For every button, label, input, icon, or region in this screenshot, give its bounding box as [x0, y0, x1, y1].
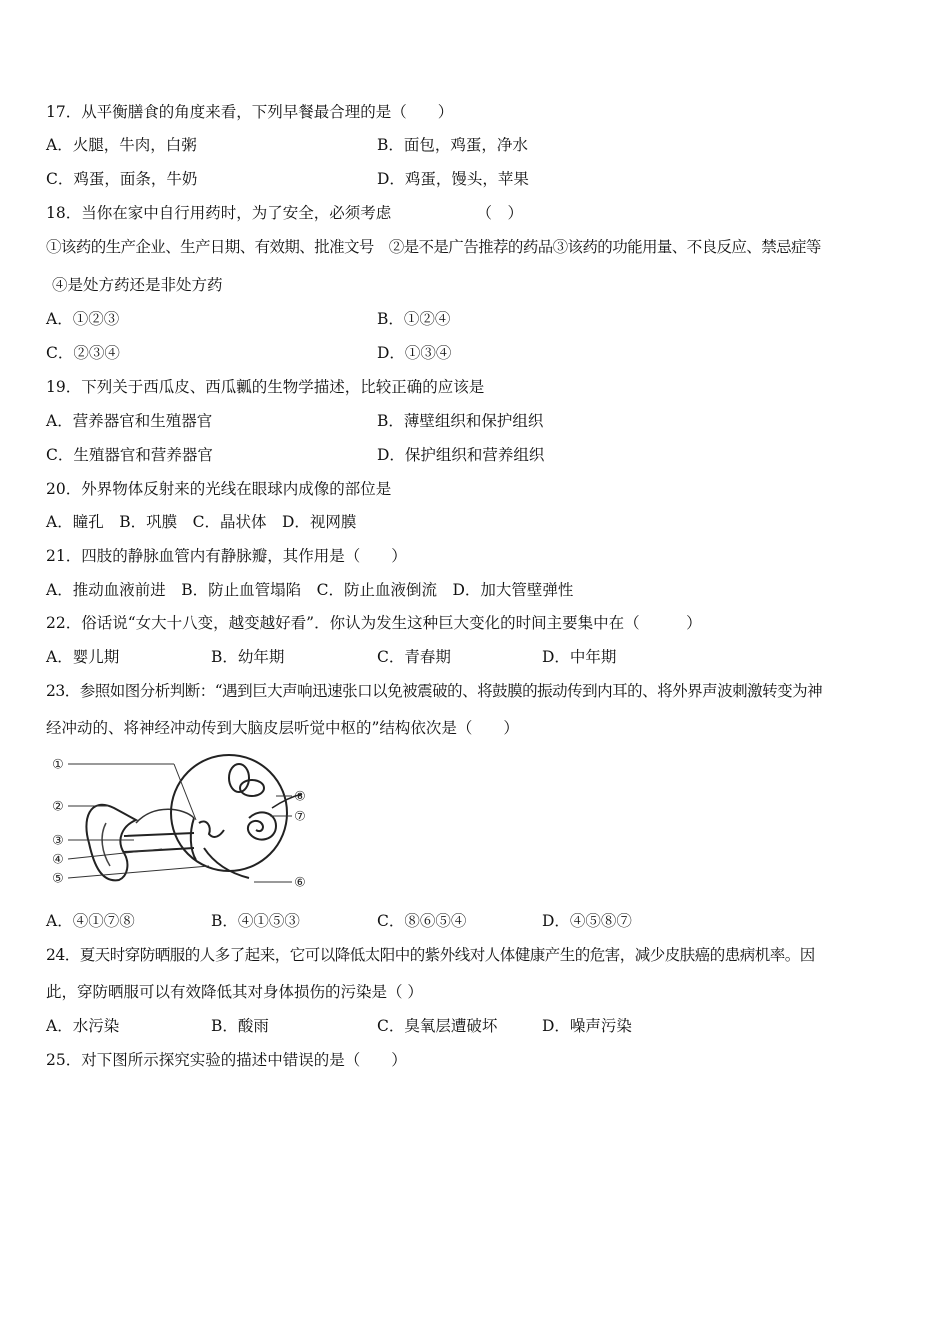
q17-option-a: A．火腿，牛肉，白粥: [46, 136, 197, 154]
svg-text:⑥: ⑥: [294, 875, 306, 891]
label-7: [294, 810, 306, 825]
q20-stem: 20．外界物体反射来的光线在眼球内成像的部位是: [46, 480, 392, 498]
q18-option-c: C．②③④: [46, 344, 120, 362]
svg-text:⑤: ⑤: [52, 871, 64, 887]
label-4: [52, 853, 64, 868]
q22-option-a: A．婴儿期: [46, 648, 120, 666]
svg-text:⑧: ⑧: [294, 789, 306, 805]
auricle-shape: [86, 805, 136, 881]
q24-stem: 24．夏天时穿防晒服的人多了起来，它可以降低太阳中的紫外线对人体健康产生的危害，减少皮肤癌的患病机率。因: [46, 946, 815, 964]
q19-option-d: D．保护组织和营养组织: [377, 446, 545, 464]
q24-stem-2: 此，穿防晒服可以有效降低其对身体损伤的污染是（ ）: [46, 983, 423, 1001]
q21-options: A．推动血液前进 B．防止血管塌陷 C．防止血液倒流 D．加大管壁弹性: [46, 581, 574, 599]
label-1: [52, 758, 64, 773]
ear-structure-diagram: [44, 748, 324, 898]
label-2: [52, 800, 64, 815]
q23-option-a: A．④①⑦⑧: [46, 912, 135, 930]
q19-option-a: A．营养器官和生殖器官: [46, 412, 213, 430]
q17-option-c: C．鸡蛋，面条，牛奶: [46, 170, 198, 188]
label-5: [52, 872, 64, 887]
q24-option-c: C．臭氧层遭破坏: [377, 1017, 498, 1035]
svg-text:①: ①: [52, 757, 64, 773]
q23-option-c: C．⑧⑥⑤④: [377, 912, 467, 930]
label-6: [294, 876, 306, 891]
q18-conditions-line: ①该药的生产企业、生产日期、有效期、批准文号 ②是不是广告推荐的药品③该药的功能用量、不良反应、禁忌症等: [46, 238, 821, 256]
q23-stem: 23．参照如图分析判断：“遇到巨大声响迅速张口以免被震破的、将鼓膜的振动传到内耳的、将外界声波刺激转变为神: [46, 682, 823, 700]
q22-stem: 22．俗话说“女大十八变，越变越好看”．你认为发生这种巨大变化的时间主要集中在（ ）: [46, 614, 702, 632]
q19-stem: 19．下列关于西瓜皮、西瓜瓤的生物学描述，比较正确的应该是: [46, 378, 485, 396]
q18-option-a: A．①②③: [46, 310, 120, 328]
q17-stem: 17．从平衡膳食的角度来看，下列早餐最合理的是（ ）: [46, 103, 454, 121]
q19-option-c: C．生殖器官和营养器官: [46, 446, 213, 464]
q23-stem-2: 经冲动的、将神经冲动传到大脑皮层听觉中枢的”结构依次是（ ）: [46, 719, 519, 737]
label-3: [52, 834, 64, 849]
q18-stem: 18．当你在家中自行用药时，为了安全，必须考虑 （ ）: [46, 204, 523, 222]
q23-option-d: D．④⑤⑧⑦: [542, 912, 632, 930]
label-8: [294, 790, 306, 805]
q18-conditions-line-2: ④是处方药还是非处方药: [52, 276, 223, 294]
q17-option-b: B．面包，鸡蛋，净水: [377, 136, 528, 154]
q17-option-d: D．鸡蛋，馒头，苹果: [377, 170, 529, 188]
svg-text:②: ②: [52, 799, 64, 815]
svg-text:③: ③: [52, 833, 64, 849]
q24-option-b: B．酸雨: [211, 1017, 269, 1035]
q22-option-b: B．幼年期: [211, 648, 285, 666]
q20-options: A．瞳孔 B．巩膜 C．晶状体 D．视网膜: [46, 513, 357, 531]
q24-option-a: A．水污染: [46, 1017, 120, 1035]
svg-text:④: ④: [52, 852, 64, 868]
q21-stem: 21．四肢的静脉血管内有静脉瓣，其作用是（ ）: [46, 547, 407, 565]
eustachian-tube-shape: [204, 848, 249, 878]
q23-option-b: B．④①⑤③: [211, 912, 300, 930]
q25-stem: 25．对下图所示探究实验的描述中错误的是（ ）: [46, 1051, 407, 1069]
q22-option-d: D．中年期: [542, 648, 617, 666]
cochlea-shape: [248, 812, 276, 839]
q24-option-d: D．噪声污染: [542, 1017, 632, 1035]
q18-option-b: B．①②④: [377, 310, 451, 328]
q22-option-c: C．青春期: [377, 648, 451, 666]
q18-option-d: D．①③④: [377, 344, 452, 362]
svg-text:⑦: ⑦: [294, 809, 306, 825]
eardrum-shape: [191, 818, 196, 860]
q19-option-b: B．薄壁组织和保护组织: [377, 412, 544, 430]
